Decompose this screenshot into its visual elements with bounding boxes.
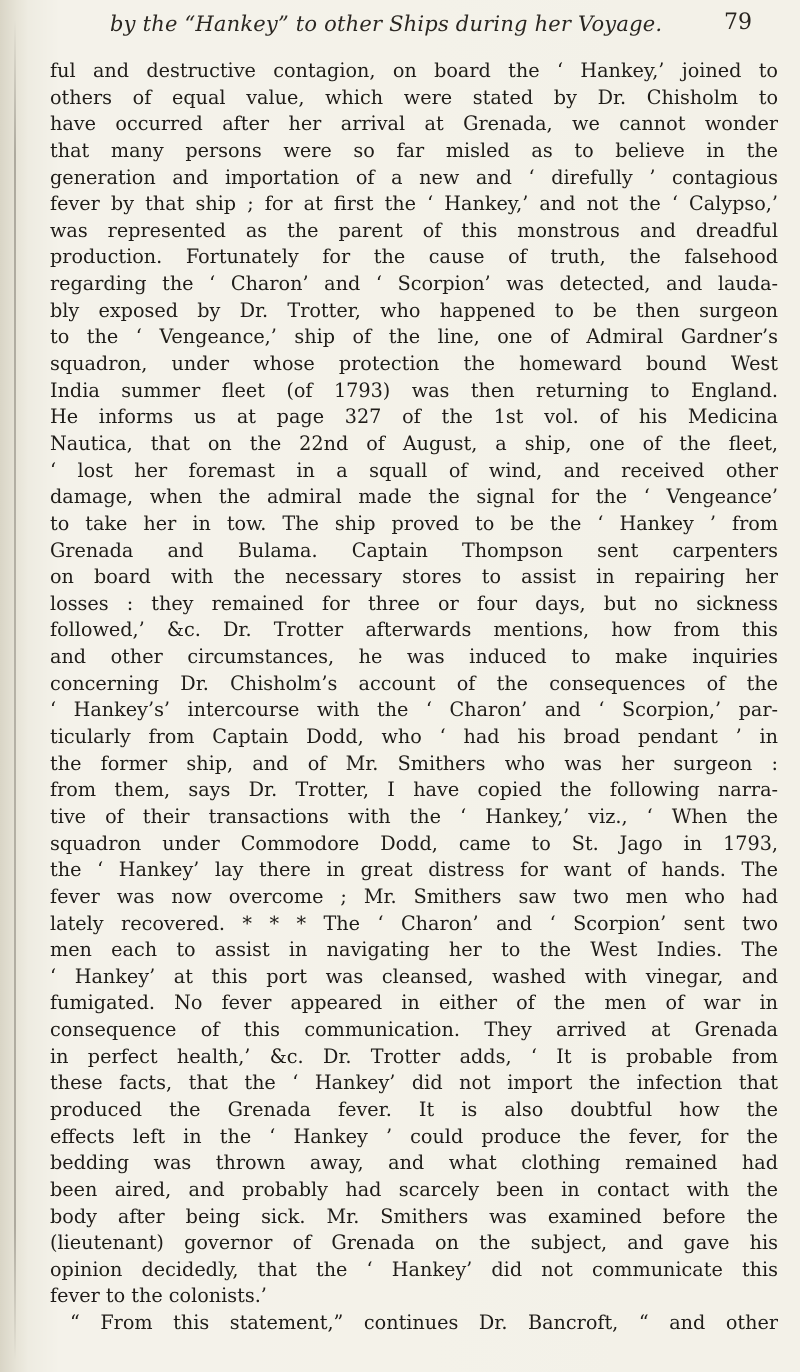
text-line: have occurred after her arrival at Grenada, we cannot wonder [50,112,778,136]
text-line: from them, says Dr. Trotter, I have copied the following narra- [50,778,778,802]
text-line: ticularly from Captain Dodd, who ‘ had his broad pendant ’ in [50,725,778,749]
text-line: to the ‘ Vengeance,’ ship of the line, one of Admiral Gardner’s [50,325,778,349]
text-line: ‘ Hankey’ at this port was cleansed, washed with vinegar, and [50,964,778,988]
text-line: these facts, that the ‘ Hankey’ did not import the infection that [50,1071,778,1095]
text-line: fever to the colonists.’ [50,1284,267,1308]
gutter-edge [14,20,16,1360]
text-line: followed,’ &c. Dr. Trotter afterwards mentions, how from this [50,618,778,642]
text-line: and other circumstances, he was induced to make inquiries [50,645,778,669]
text-line: bedding was thrown away, and what clothing remained had [50,1151,778,1175]
text-line: He informs us at page 327 of the 1st vol. of his Medicina [50,405,778,429]
text-line: ‘ Hankey’s’ intercourse with the ‘ Charon’ and ‘ Scorpion,’ par- [50,698,778,722]
body-text [50,58,778,1337]
text-line: lately recovered. * * * The ‘ Charon’ and ‘ Scorpion’ sent two [50,911,778,935]
text-line: been aired, and probably had scarcely been in contact with the [50,1177,778,1201]
text-line: opinion decidedly, that the ‘ Hankey’ did not communicate this [50,1257,778,1281]
text-line: Grenada and Bulama. Captain Thompson sent carpenters [50,538,778,562]
text-line: the former ship, and of Mr. Smithers who was her surgeon : [50,751,778,775]
text-line: squadron under Commodore Dodd, came to St. Jago in 1793, [50,831,778,855]
text-line: fever by that ship ; for at first the ‘ Hankey,’ and not the ‘ Calypso,’ [50,192,778,216]
text-line: production. Fortunately for the cause of truth, the falsehood [50,245,778,269]
text-line: losses : they remained for three or four days, but no sickness [50,591,778,615]
text-line: bly exposed by Dr. Trotter, who happened to be then surgeon [50,298,778,322]
page-number: 79 [724,10,752,35]
text-line: regarding the ‘ Charon’ and ‘ Scorpion’ was detected, and lauda- [50,272,778,296]
text-line: ful and destructive contagion, on board the ‘ Hankey,’ joined to [50,59,778,82]
text-line: damage, when the admiral made the signal for the ‘ Vengeance’ [50,485,778,509]
text-line: produced the Grenada fever. It is also doubtful how the [50,1097,778,1121]
text-line: to take her in tow. The ship proved to be the ‘ Hankey ’ from [50,511,778,535]
text-line: body after being sick. Mr. Smithers was examined before the [50,1204,778,1228]
text-line: effects left in the ‘ Hankey ’ could produce the fever, for the [50,1124,778,1148]
text-line: the ‘ Hankey’ lay there in great distress for want of hands. The [50,858,778,882]
text-line: ‘ lost her foremast in a squall of wind, and received other [50,458,778,482]
text-line: Nautica, that on the 22nd of August, a ship, one of the fleet, [50,431,778,455]
text-line: concerning Dr. Chisholm’s account of the consequences of the [50,671,778,695]
text-line: in perfect health,’ &c. Dr. Trotter adds, ‘ It is probable from [50,1044,778,1068]
text-line: on board with the necessary stores to assist in repairing her [50,565,778,589]
text-line: generation and importation of a new and ‘ direfully ’ contagious [50,165,778,189]
text-line: “ From this statement,” continues Dr. Bancroft, “ and other [70,1311,778,1335]
text-line: fever was now overcome ; Mr. Smithers saw two men who had [50,884,778,908]
text-line: squadron, under whose protection the homeward bound West [50,352,778,376]
text-line: fumigated. No fever appeared in either of the men of war in [50,991,778,1015]
text-line: India summer fleet (of 1793) was then returning to England. [50,378,778,402]
text-line: (lieutenant) governor of Grenada on the subject, and gave his [50,1231,778,1255]
text-line: consequence of this communication. They arrived at Grenada [50,1018,778,1042]
running-header: by the “Hankey” to other Ships during her Voyage. [110,12,663,36]
text-line: that many persons were so far misled as to believe in the [50,138,778,162]
text-line: tive of their transactions with the ‘ Hankey,’ viz., ‘ When the [50,804,778,828]
text-line: men each to assist in navigating her to the West Indies. The [50,938,778,962]
text-line: others of equal value, which were stated by Dr. Chisholm to [50,85,778,109]
text-line: was represented as the parent of this monstrous and dreadful [50,218,778,242]
